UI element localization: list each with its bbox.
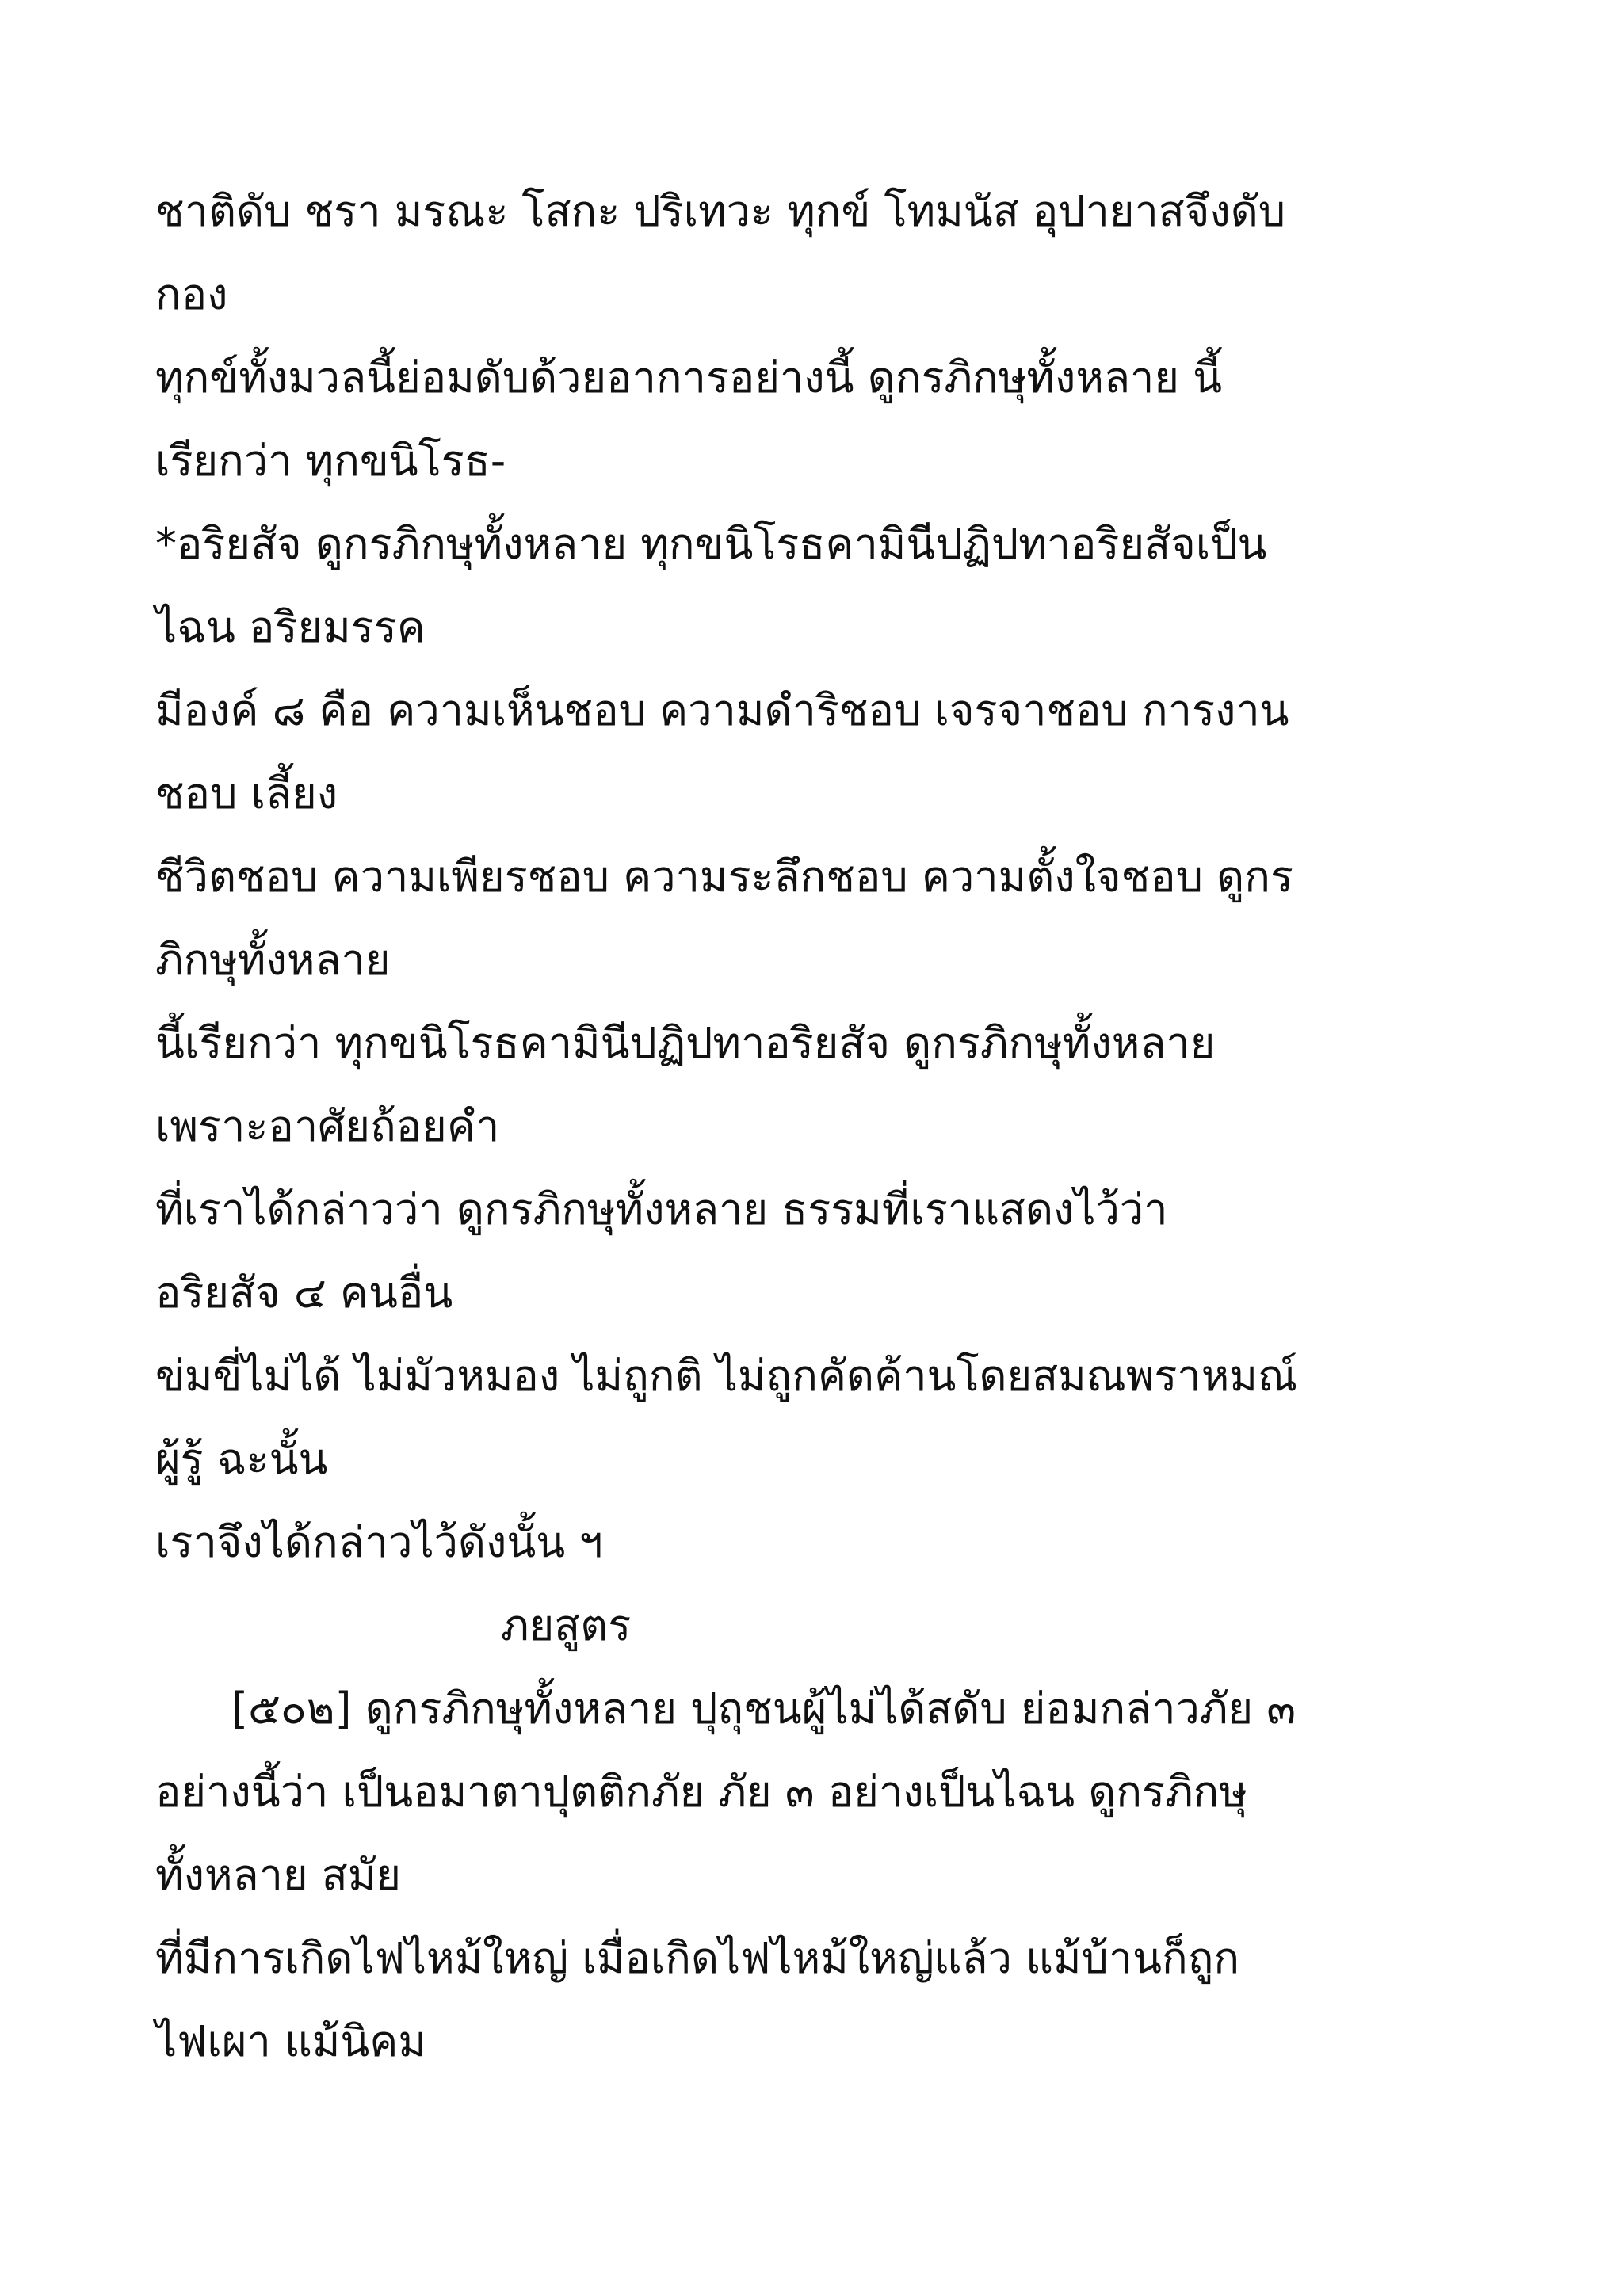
document-body [155, 170, 1487, 2083]
text-line: เราจึงได้กล่าวไว้ดังนั้น ฯ [155, 1517, 603, 1567]
text-line: ที่เราได้กล่าวว่า ดูกรภิกษุทั้งหลาย ธรรมที่เราแสดงไว้ว่า [155, 1184, 1168, 1234]
text-line: มีองค์ ๘ คือ ความเห็นชอบ ความดำริชอบ เจรจาชอบ การงาน [155, 685, 1289, 735]
text-line: ทั้งหลาย สมัย [155, 1850, 401, 1900]
paragraph-start: [๕๐๒] ดูกรภิกษุทั้งหลาย ปุถุชนผู้ไม่ได้สดับ ย่อมกล่าวภัย ๓ [231, 1684, 1296, 1733]
text-line: ไฉน อริยมรรค [155, 602, 426, 652]
text-line: ไฟเผา แม้นิคม [155, 2016, 427, 2066]
text-line: เพราะอาศัยถ้อยคำ [155, 1101, 500, 1151]
section-title: ภยสูตร [501, 1600, 632, 1650]
text-line: ผู้รู้ ฉะนั้น [155, 1434, 328, 1484]
text-line: ทุกข์ทั้งมวลนี้ย่อมดับด้วยอาการอย่างนี้ ดูกรภิกษุทั้งหลาย นี้ [155, 353, 1223, 402]
text-line: ข่มขี่ไม่ได้ ไม่มัวหมอง ไม่ถูกติ ไม่ถูกคัดค้านโดยสมณพราหมณ์ [155, 1351, 1298, 1401]
text-line: ภิกษุทั้งหลาย [155, 935, 391, 985]
text-line: *อริยสัจ ดูกรภิกษุทั้งหลาย ทุกขนิโรธคามินีปฏิปทาอริยสัจเป็น [155, 519, 1267, 569]
text-line: ชอบ เลี้ยง [155, 769, 338, 818]
text-line: ชาติดับ ชรา มรณะ โสกะ ปริเทวะ ทุกข์ โทมนัส อุปายาสจึงดับ [155, 186, 1286, 236]
text-line: เรียกว่า ทุกขนิโรธ- [155, 436, 506, 486]
text-line: นี้เรียกว่า ทุกขนิโรธคามินีปฏิปทาอริยสัจ ดูกรภิกษุทั้งหลาย [155, 1018, 1216, 1068]
text-line: ชีวิตชอบ ความเพียรชอบ ความระลึกชอบ ความตั้งใจชอบ ดูกร [155, 852, 1293, 902]
text-line: อริยสัจ ๔ คนอื่น [155, 1268, 453, 1318]
text-line: ที่มีการเกิดไฟไหม้ใหญ่ เมื่อเกิดไฟไหม้ใหญ่แล้ว แม้บ้านก็ถูก [155, 1933, 1240, 1983]
text-line: อย่างนี้ว่า เป็นอมาตาปุตติกภัย ภัย ๓ อย่างเป็นไฉน ดูกรภิกษุ [155, 1767, 1247, 1817]
text-line: กอง [155, 269, 228, 319]
